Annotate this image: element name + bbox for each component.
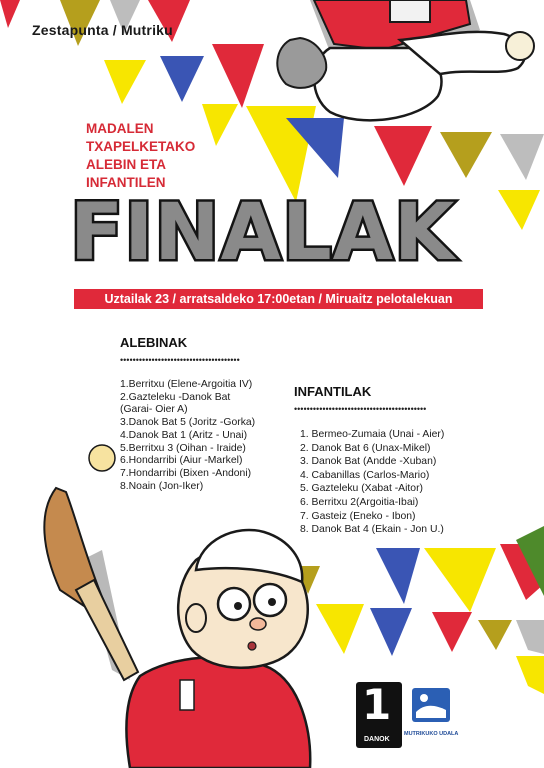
infantilak-title: INFANTILAK xyxy=(294,384,372,399)
flag xyxy=(432,612,472,652)
list-item: 5. Gazteleku (Xabat -Aitor) xyxy=(300,483,424,495)
flag xyxy=(0,0,20,28)
danok-logo xyxy=(356,682,402,748)
location-header: Zestapunta / Mutriku xyxy=(32,22,173,38)
danok-logo-number: 1 xyxy=(362,680,392,729)
player-cartoon-top xyxy=(270,0,544,140)
subtitle-line: MADALEN xyxy=(86,121,154,136)
flag xyxy=(376,548,420,604)
list-item: 8. Danok Bat 4 (Ekain - Jon U.) xyxy=(300,524,444,536)
infantilak-divider: •••••••••••••••••••••••••••••••••••••••••• xyxy=(294,404,427,414)
flag xyxy=(202,104,238,146)
list-item: 3.Danok Bat 5 (Joritz -Gorka) xyxy=(120,417,256,429)
list-item: 7.Hondarribi (Bixen -Andoni) xyxy=(120,467,252,479)
udala-emblem-icon xyxy=(408,686,454,726)
subtitle xyxy=(86,120,195,192)
subtitle-line: ALEBIN ETA xyxy=(86,157,166,172)
list-item: 2.Gazteleku -Danok Bat xyxy=(120,391,231,403)
list-item: (Garai- Oier A) xyxy=(120,404,188,416)
udala-logo xyxy=(408,686,454,726)
alebinak-list xyxy=(120,379,255,493)
flag xyxy=(424,548,496,612)
flag xyxy=(104,60,146,104)
flag xyxy=(212,44,264,108)
flag xyxy=(516,620,544,654)
udala-logo-label: MUTRIKUKO UDALA xyxy=(404,731,459,737)
subtitle-line: INFANTILEN xyxy=(86,175,166,190)
list-item: 7. Gasteiz (Eneko - Ibon) xyxy=(300,510,416,522)
list-item: 4.Danok Bat 1 (Aritz - Unai) xyxy=(120,429,248,441)
list-item: 1. Bermeo-Zumaia (Unai - Aier) xyxy=(300,429,445,440)
page-title: FINALAK xyxy=(70,188,456,278)
flag xyxy=(478,620,512,650)
flag xyxy=(370,608,412,656)
list-item: 8.Noain (Jon-Iker) xyxy=(120,480,204,492)
list-item: 3. Danok Bat (Andde -Xuban) xyxy=(300,456,437,468)
infantilak-list xyxy=(300,428,444,537)
list-item: 6.Hondarribi (Aiur -Markel) xyxy=(120,455,243,467)
danok-logo-label: DANOK xyxy=(364,736,390,743)
list-item: 2. Danok Bat 6 (Unax-Mikel) xyxy=(300,442,431,454)
list-item: 6. Berritxu 2(Argoitia-Ibai) xyxy=(300,496,419,508)
subtitle-line: TXAPELKETAKO xyxy=(86,139,196,154)
alebinak-divider: •••••••••••••••••••••••••••••••••••••• xyxy=(120,355,240,365)
flag xyxy=(316,604,364,654)
flag xyxy=(516,656,544,694)
flag xyxy=(498,190,540,230)
flag xyxy=(500,134,544,180)
list-item: 5.Berritxu 3 (Oihan - Iraide) xyxy=(120,442,246,454)
flag xyxy=(160,56,204,102)
date-banner: Uztailak 23 / arratsaldeko 17:00etan / Miruaitz pelotalekuan xyxy=(74,289,483,309)
alebinak-title: ALEBINAK xyxy=(120,335,188,350)
list-item: 4. Cabanillas (Carlos-Mario) xyxy=(300,469,430,481)
list-item: 1.Berritxu (Elene-Argoitia IV) xyxy=(120,379,253,390)
